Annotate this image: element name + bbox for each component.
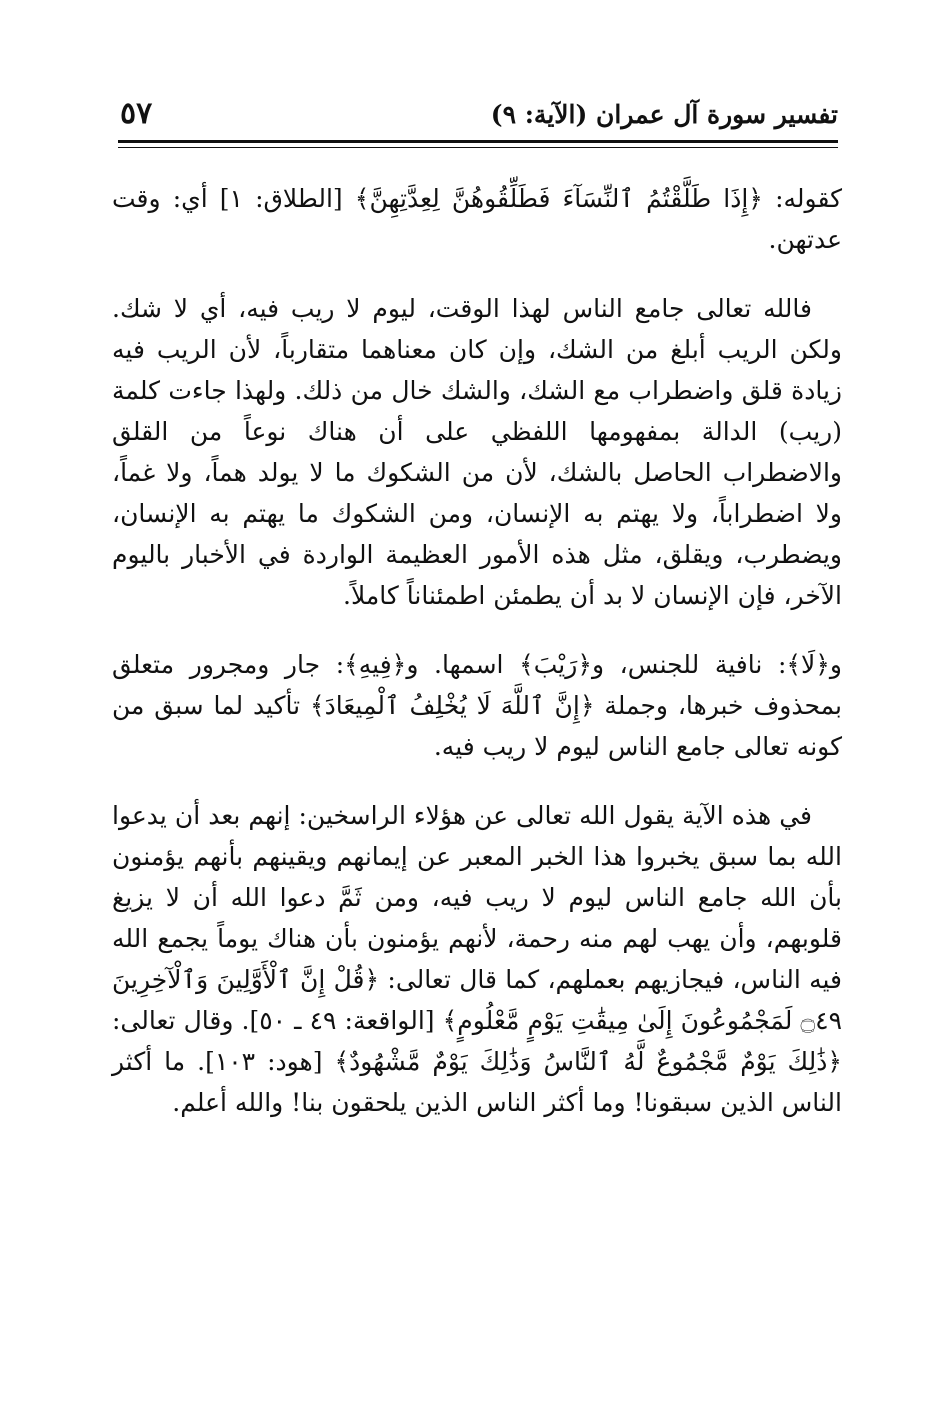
running-title: تفسير سورة آل عمران (الآية: ٩) [490,100,838,129]
paragraph-1: كقوله: ﴿إِذَا طَلَّقْتُمُ ٱلنِّسَآءَ فَطَلِّقُوهُنَّ لِعِدَّتِهِنَّ﴾ [الطلاق: ١] أي: وقت عدتهن. [112,184,842,254]
header-rule-thin [118,147,838,148]
header-rule-thick [118,140,838,143]
page-header [118,92,838,138]
paragraph-4: في هذه الآية يقول الله تعالى عن هؤلاء الراسخين: إنهم بعد أن يدعوا الله بما سبق يخبروا هذا الخبر المعبر عن إيمانهم ويقينهم بأنهم يؤمنون بأن الله جامع الناس ليوم لا ريب فيه، ومن ثَمَّ دعوا الله أن لا يزيغ قلوبهم، وأن يهب لهم منه رحمة، لأنهم يؤمنون بأن هناك يوماً يجمع الله فيه الناس، فيجازيهم بعملهم، كما قال تعالى: ﴿قُلْ إِنَّ ٱلْأَوَّلِينَ وَٱلْآخِرِينَ ۝٤٩ لَمَجْمُوعُونَ إِلَىٰ مِيقَٰتِ يَوْمٍ مَّعْلُومٍ﴾ [الواقعة: ٤٩ ـ ٥٠]. وقال تعالى: ﴿ذَٰلِكَ يَوْمٌ مَّجْمُوعٌ لَّهُ ٱلنَّاسُ وَذَٰلِكَ يَوْمٌ مَّشْهُودٌ﴾ [هود: ١٠٣]. ما أكثر الناس الذين سبقونا! وما أكثر الناس الذين يلحقون بنا! والله أعلم. [112,801,843,1117]
body-text [112,178,842,1151]
paragraph-2: فالله تعالى جامع الناس لهذا الوقت، ليوم لا ريب فيه، أي لا شك. ولكن الريب أبلغ من الشك، وإن كان معناهما متقارباً، لأن الريب فيه زيادة قلق واضطراب مع الشك، والشك خال من ذلك. ولهذا جاءت كلمة (ريب) الدالة بمفهومها اللفظي على أن هناك نوعاً من القلق والاضطراب الحاصل بالشك، لأن من الشكوك ما لا يولد هماً، ولا غماً، ولا اضطراباً، ولا يهتم به الإنسان، ومن الشكوك ما يهتم به الإنسان، ويضطرب، ويقلق، مثل هذه الأمور العظيمة الواردة في الأخبار باليوم الآخر، فإن الإنسان لا بد أن يطمئن اطمئناناً كاملاً. [112,294,842,610]
paragraph-3: و﴿لَا﴾: نافية للجنس، و﴿رَيْبَ﴾ اسمها. و﴿فِيهِ﴾: جار ومجرور متعلق بمحذوف خبرها، وجملة ﴿إِنَّ ٱللَّهَ لَا يُخْلِفُ ٱلْمِيعَادَ﴾ تأكيد لما سبق من كونه تعالى جامع الناس ليوم لا ريب فيه. [112,650,842,761]
page-number: ٥٧ [120,96,153,131]
